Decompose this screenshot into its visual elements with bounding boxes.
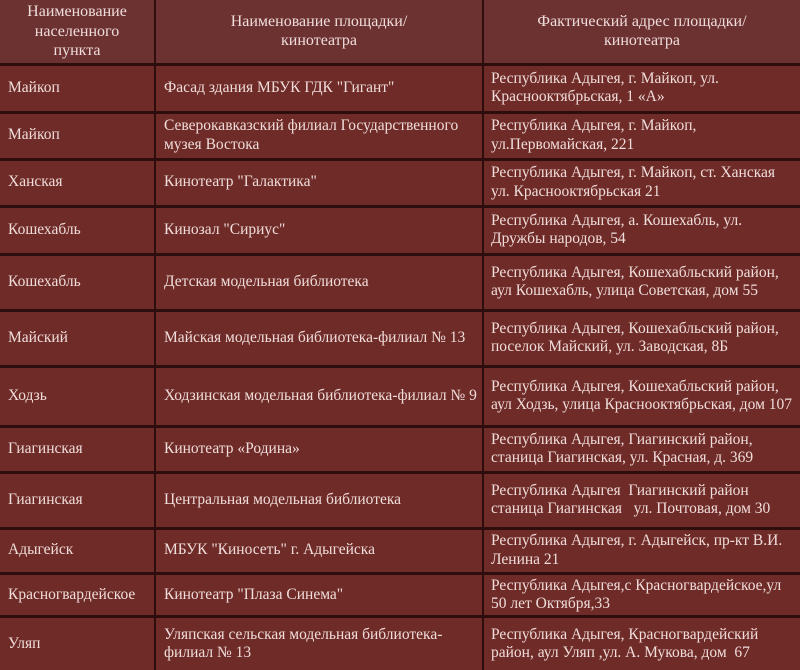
address-cell: Республика Адыгея Гиагинский район станица Гиагинская ул. Почтовая, дом 30 <box>483 472 800 528</box>
settlement-cell: Гиагинская <box>0 426 155 472</box>
address-cell: Республика Адыгея, Красногвардейский район, аул Уляп ,ул. А. Мукова, дом 67 <box>483 617 800 670</box>
table-row <box>0 310 800 366</box>
settlement-cell: Красногвардейское <box>0 573 155 617</box>
address-cell: Республика Адыгея, г. Майкоп, ул.Первомайская, 221 <box>483 112 800 159</box>
table-row <box>0 617 800 670</box>
venue-cell: Ходзинская модельная библиотека-филиал № 9 <box>155 366 483 426</box>
table-row <box>0 64 800 112</box>
table-row <box>0 366 800 426</box>
settlement-cell: Ханская <box>0 159 155 206</box>
venue-cell: Кинотеатр "Галактика" <box>155 159 483 206</box>
header-line: Фактический адрес площадки/ <box>537 12 747 30</box>
address-cell: Республика Адыгея, а. Кошехабль, ул. Дружбы народов, 54 <box>483 206 800 254</box>
settlement-cell: Майский <box>0 310 155 366</box>
header-line: Наименование площадки/ <box>230 12 408 30</box>
address-cell: Республика Адыгея, Гиагинский район, станица Гиагинская, ул. Красная, д. 369 <box>483 426 800 472</box>
settlement-cell: Майкоп <box>0 64 155 112</box>
table-row <box>0 472 800 528</box>
header-line: кинотеатра <box>281 32 357 50</box>
header-cell-address <box>483 0 800 64</box>
table-row <box>0 112 800 159</box>
header-line: кинотеатра <box>604 32 680 50</box>
table-row <box>0 159 800 206</box>
table-header <box>0 0 800 64</box>
header-line: пункта <box>53 42 101 60</box>
address-cell: Республика Адыгея, г. Майкоп, ул. Краснооктябрьская, 1 «А» <box>483 64 800 112</box>
venue-cell: Кинотеатр «Родина» <box>155 426 483 472</box>
settlement-cell: Кошехабль <box>0 254 155 310</box>
address-cell: Республика Адыгея, Кошехабльский район, аул Кошехабль, улица Советская, дом 55 <box>483 254 800 310</box>
settlement-cell: Адыгейск <box>0 528 155 573</box>
address-cell: Республика Адыгея, Кошехабльский район, поселок Майский, ул. Заводская, 8Б <box>483 310 800 366</box>
address-cell: Республика Адыгея, Кошехабльский район, аул Ходзь, улица Краснооктябрьская, дом 107 <box>483 366 800 426</box>
settlement-cell: Гиагинская <box>0 472 155 528</box>
table-row <box>0 573 800 617</box>
venue-cell: Центральная модельная библиотека <box>155 472 483 528</box>
header-line: населенного <box>34 22 120 40</box>
address-cell: Республика Адыгея,с Красногвардейское,ул 50 лет Октября,33 <box>483 573 800 617</box>
header-row <box>0 0 800 64</box>
address-cell: Республика Адыгея, г. Адыгейск, пр-кт В.И. Ленина 21 <box>483 528 800 573</box>
venue-cell: МБУК "Киносеть" г. Адыгейска <box>155 528 483 573</box>
header-line: Наименование <box>27 3 127 20</box>
venue-cell: Кинозал "Сириус" <box>155 206 483 254</box>
settlement-cell: Майкоп <box>0 112 155 159</box>
header-cell-venue <box>155 0 483 64</box>
table-row <box>0 254 800 310</box>
table-row <box>0 206 800 254</box>
venue-cell: Уляпская сельская модельная библиотека-филиал № 13 <box>155 617 483 670</box>
venue-cell: Фасад здания МБУК ГДК "Гигант" <box>155 64 483 112</box>
venue-cell: Детская модельная библиотека <box>155 254 483 310</box>
settlement-cell: Уляп <box>0 617 155 670</box>
table-row <box>0 426 800 472</box>
table-body <box>0 64 800 670</box>
venue-cell: Кинотеатр "Плаза Синема" <box>155 573 483 617</box>
venue-cell: Майская модельная библиотека-филиал № 13 <box>155 310 483 366</box>
table-row <box>0 528 800 573</box>
settlement-cell: Ходзь <box>0 366 155 426</box>
settlement-cell: Кошехабль <box>0 206 155 254</box>
venue-cell: Северокавказский филиал Государственного музея Востока <box>155 112 483 159</box>
address-cell: Республика Адыгея, г. Майкоп, ст. Ханская ул. Краснооктябрьская 21 <box>483 159 800 206</box>
header-cell-settlement <box>0 0 155 64</box>
